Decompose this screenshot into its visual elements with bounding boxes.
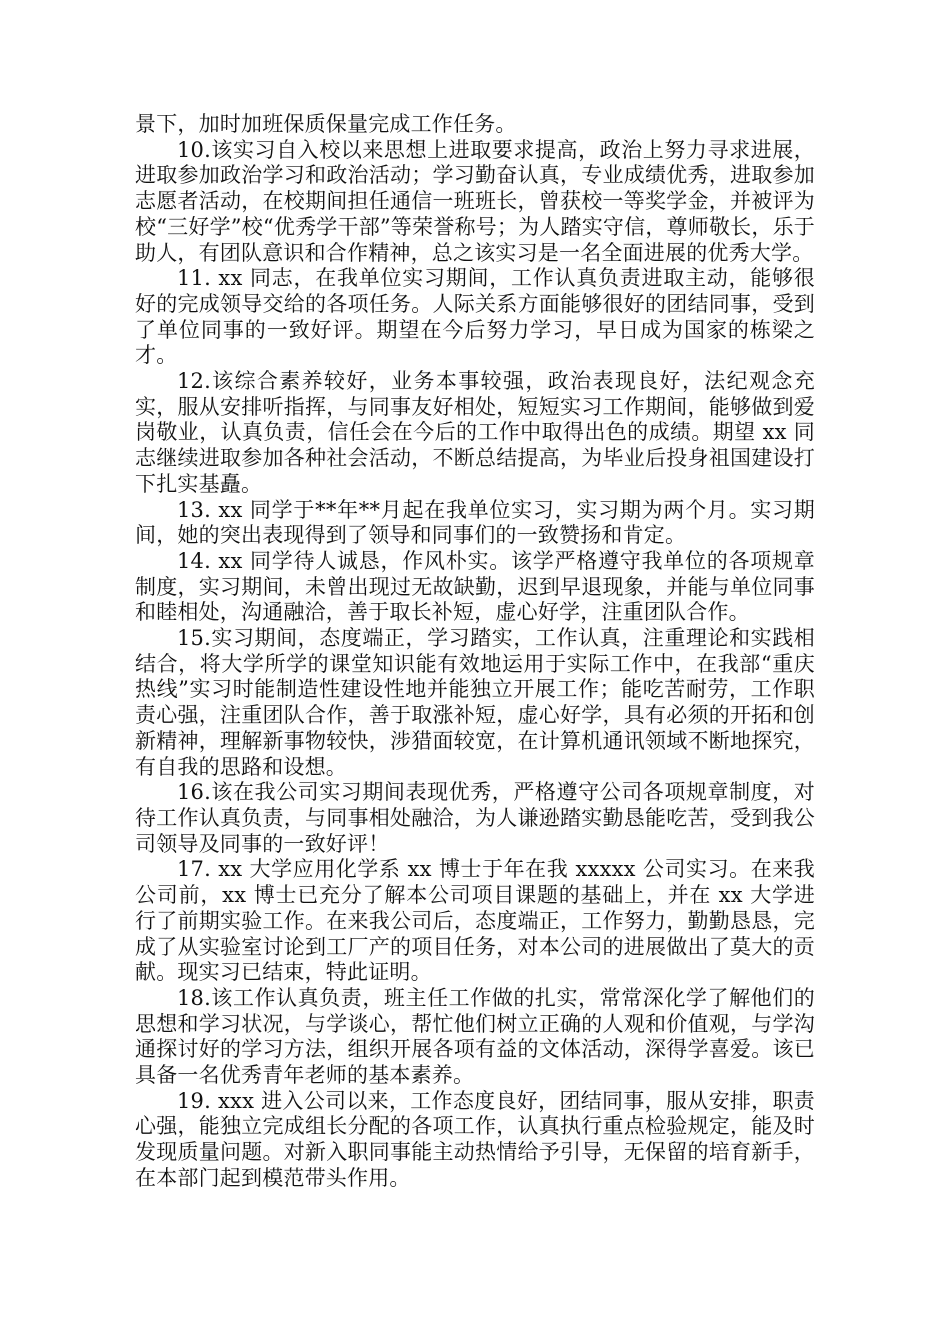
paragraph-item-14: 14. xx 同学待人诚恳，作风朴实。该学严格遵守我单位的各项规章制度，实习期间，未曾出现过无故缺勤，迟到早退现象，并能与单位同事和睦相处，沟通融洽，善于取长补短，虚心好学，注重团队合作。: [135, 548, 815, 625]
paragraph-item-12: 12.该综合素养较好，业务本事较强，政治表现良好，法纪观念充实，服从安排听指挥，与同事友好相处，短短实习工作期间，能够做到爱岗敬业，认真负责，信任会在今后的工作中取得出色的成绩。期望 xx 同志继续进取参加各种社会活动，不断总结提高，为毕业后投身祖国建设打下扎实基矗。: [135, 369, 815, 496]
paragraph-item-15: 15.实习期间，态度端正，学习踏实，工作认真，注重理论和实践相结合，将大学所学的课堂知识能有效地运用于实际工作中，在我部“重庆热线”实习时能制造性建设性地并能独立开展工作；能吃苦耐劳，工作职责心强，注重团队合作，善于取涨补短，虚心好学，具有必须的开拓和创新精神，理解新事物较快，涉猎面较宽，在计算机通讯领域不断地探究，有自我的思路和设想。: [135, 626, 815, 779]
document-body: [135, 112, 815, 1192]
paragraph-item-18: 18.该工作认真负责，班主任工作做的扎实，常常深化学了解他们的思想和学习状况，与学谈心，帮忙他们树立正确的人观和价值观，与学沟通探讨好的学习方法，组织开展各项有益的文体活动，深得学喜爱。该已具备一名优秀青年老师的基本素养。: [135, 985, 815, 1088]
paragraph-item-16: 16.该在我公司实习期间表现优秀，严格遵守公司各项规章制度，对待工作认真负责，与同事相处融洽，为人谦逊踏实勤恳能吃苦，受到我公司领导及同事的一致好评！: [135, 780, 815, 856]
paragraph-item-11: 11. xx 同志，在我单位实习期间，工作认真负责进取主动，能够很好的完成领导交给的各项任务。人际关系方面能够很好的团结同事，受到了单位同事的一致好评。期望在今后努力学习，早日成为国家的栋梁之才。: [135, 266, 815, 368]
paragraph-item-19: 19. xxx 进入公司以来，工作态度良好，团结同事，服从安排，职责心强，能独立完成组长分配的各项工作，认真执行重点检验规定，能及时发现质量问题。对新入职同事能主动热情给予引导，无保留的培育新手，在本部门起到模范带头作用。: [135, 1088, 815, 1190]
paragraph-continuation: 景下，加时加班保质保量完成工作任务。: [135, 112, 517, 136]
paragraph-item-10: 10.该实习自入校以来思想上进取要求提高，政治上努力寻求进展，进取参加政治学习和政治活动；学习勤奋认真，专业成绩优秀，进取参加志愿者活动，在校期间担任通信一班班长，曾获校一等奖学金，并被评为校“三好学”校“优秀学干部”等荣誉称号；为人踏实守信，尊师敬长，乐于助人，有团队意识和合作精神，总之该实习是一名全面进展的优秀大学。: [135, 137, 815, 265]
paragraph-item-17: 17. xx 大学应用化学系 xx 博士于年在我 xxxxx 公司实习。在来我公司前，xx 博士已充分了解本公司项目课题的基础上，并在 xx 大学进行了前期实验工作。在来我公司后，态度端正，工作努力，勤勤恳恳，完成了从实验室讨论到工厂产的项目任务，对本公司的进展做出了莫大的贡献。现实习已结束，特此证明。: [135, 857, 815, 985]
paragraph-item-13: 13. xx 同学于**年**月起在我单位实习，实习期为两个月。实习期间，她的突出表现得到了领导和同事们的一致赞扬和肯定。: [135, 497, 815, 548]
